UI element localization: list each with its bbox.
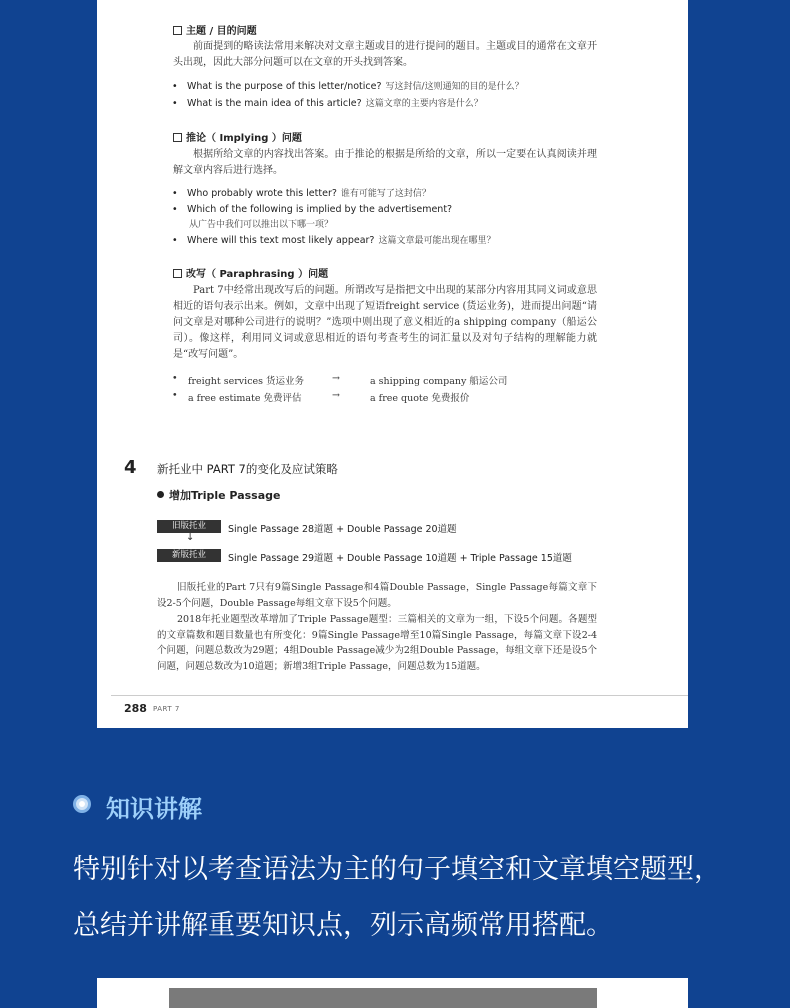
page-part-label: PART 7: [153, 705, 180, 713]
next-book-page: [97, 978, 688, 1008]
section-paragraph-implying: 根据所给文章的内容找出答案。由于推论的根据是所给的文章，所以一定要在认真阅读并理解文章内容后进行选择。: [173, 149, 597, 176]
checkbox-icon: [173, 133, 182, 142]
bullet-item: • What is the main idea of this article? 这篇文章的主要内容是什么？: [172, 98, 483, 109]
old-version-desc: Single Passage 28道题 + Double Passage 20道题: [228, 524, 457, 535]
bullet-item: • What is the purpose of this letter/notice? 写这封信/这则通知的目的是什么？: [172, 81, 524, 92]
section-heading-implying: 推论（ Implying ）问题: [173, 129, 302, 144]
checkbox-icon: [173, 269, 182, 278]
section-number: 4: [124, 457, 137, 478]
bullet-translation: 从广告中我们可以推出以下哪一项？: [189, 220, 334, 230]
new-version-tag: 新版托业: [157, 549, 221, 562]
page-header-bar: [169, 988, 597, 1008]
arrow-right-icon: →: [332, 373, 340, 384]
section-title: 新托业中 PART 7的变化及应试策略: [157, 462, 338, 476]
promo-body: 特别针对以考查语法为主的句子填空和文章填空题型，总结并讲解重要知识点，列示高频常用搭配。: [73, 854, 721, 941]
bullet-item: • Where will this text most likely appear? 这篇文章最可能出现在哪里？: [172, 235, 496, 246]
bullet-dot-icon: [157, 491, 164, 498]
promo-title: 知识讲解: [106, 795, 202, 823]
section4-paragraph-1: 旧版托业的Part 7只有9篇Single Passage和4篇Double Passage，Single Passage每篇文章下设2-5个问题，Double Passage每组文章下设5个问题。: [157, 582, 597, 609]
section4-paragraph-2: 2018年托业题型改革增加了Triple Passage题型：三篇相关的文章为一组，下设5个问题。各题型的文章篇数和题目数量也有所变化：9篇Single Passage增至10篇Single Passage，每篇文章下设2-4个问题，问题总数改为29题；4组Double Passage减少为2组Double Passage，每组文章下还是设5个问题，问题总数改为10道题；新增3组Triple Passage，问题总数为15道题。: [157, 614, 597, 672]
arrow-down-icon: ↓: [186, 532, 195, 543]
section-paragraph-topic: 前面提到的略读法常用来解决对文章主题或目的进行提问的题目。主题或目的通常在文章开头出现，因此大部分问题可以在文章的开头找到答案。: [173, 41, 597, 68]
new-version-desc: Single Passage 29道题 + Double Passage 10道题 + Triple Passage 15道题: [228, 553, 572, 564]
section-heading-paraphrasing: 改写（ Paraphrasing ）问题: [173, 265, 328, 280]
arrow-right-icon: →: [332, 390, 340, 401]
old-version-tag: 旧版托业: [157, 520, 221, 533]
footer-divider: [111, 695, 688, 696]
section-paragraph-paraphrasing: Part 7中经常出现改写后的问题。所谓改写是指把文中出现的某部分内容用其同义词或意思相近的语句表示出来。例如，文章中出现了短语freight service (货运业务)，进而提出问题“请问文章是对哪种公司进行的说明？”选项中则出现了意义相近的a shipping company（船运公司）。像这样，利用同义词或意思相近的语句考查考生的词汇量以及对句子结构的理解能力就是“改写问题”。: [173, 285, 597, 360]
bullet-item: • Who probably wrote this letter? 谁有可能写了这封信？: [172, 188, 431, 199]
page-number: 288: [124, 702, 147, 715]
section-heading-topic: 主题 / 目的问题: [173, 22, 257, 37]
checkbox-icon: [173, 26, 182, 35]
target-icon: [73, 795, 91, 813]
book-page: 主题 / 目的问题 前面提到的略读法常用来解决对文章主题或目的进行提问的题目。主题或目的通常在文章开头出现，因此大部分问题可以在文章的开头找到答案。 • What is the purpose of this letter/notice? 写这封信/这则通知的目的是什么？ • What is the main idea of this article? 这篇文章的主要内容是什么？ 推论（ Implying ）问题 根据所给文章的内容找出答案。由于推论的根据是所给的文章，所以一定要在认真阅读并理解文章内容后进行选择。 • Who probably wrote this letter? 谁有可能写了这封信？ • Which of the following is implied by the advertisement? 从广告中我们可以推出以下哪一项？ • Where will this text most likely appear? 这篇文章最可能出现在哪里？ 改写（ Paraphrasing ）问题 Part 7中经常出现改写后的问题。所谓改写是指把文中出现的某部分内容用其同义词或意思相近的语句表示出来。例如，文章中出现了短语freight service (货运业务)，进而提出问题“请问文章是对哪种公司进行的说明？”选项中则出现了意义相近的a shipping company（船运公司）。像这样，利用同义词或意思相近的语句考查考生的词汇量以及对句子结构的理解能力就是“改写问题”。 • freight services 货运业务 → a shipping company 船运公司 • a free estimate 免费评估 → a free quote 免费报价 4 新托业中 PART 7的变化及应试策略 增加Triple Passage 旧版托业 Single Passage 28道题 + Double Passage 20道题 ↓ 新版托业 Single Passage 29道题 + Double Passage 10道题 + Triple Passage 15道题 旧版托业的Part 7只有9篇Single Passage和4篇Double Passage，Single Passage每篇文章下设2-5个问题，Double Passage每组文章下设5个问题。 2018年托业题型改革增加了Triple Passage题型：三篇相关的文章为一组，下设5个问题。各题型的文章篇数和题目数量也有所变化：9篇Single Passage增至10篇Single Passage，每篇文章下设2-4个问题，问题总数改为29题；4组Double Passage减少为2组Double Passage，每组文章下还是设5个问题，问题总数改为10道题；新增3组Triple Passage，问题总数为15道题。 288 PART 7: [97, 0, 688, 728]
bullet-item: • Which of the following is implied by the advertisement?: [172, 204, 453, 215]
subheading: 增加Triple Passage: [157, 487, 280, 503]
